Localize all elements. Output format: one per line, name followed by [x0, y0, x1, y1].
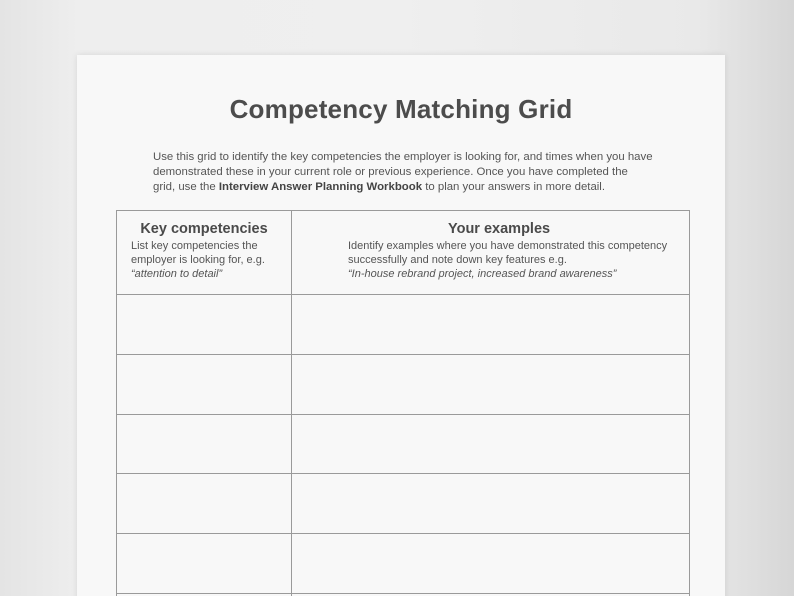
intro-text-end: to plan your answers in more detail.: [422, 181, 606, 193]
example-cell-3[interactable]: [292, 415, 689, 473]
column-heading-examples: Your examples: [448, 221, 551, 237]
example-cell-2[interactable]: [292, 355, 689, 413]
competency-cell-1[interactable]: [117, 295, 291, 353]
column-heading-competencies: Key competencies: [140, 221, 268, 237]
column-description-competencies: List key competencies the employer is looking for, e.g.: [131, 240, 265, 266]
header-your-examples: [348, 221, 668, 281]
example-cell-1[interactable]: [292, 295, 689, 353]
competency-cell-2[interactable]: [117, 355, 291, 413]
example-cell-5[interactable]: [292, 534, 689, 592]
column-example-examples: “In-house rebrand project, increased brand awareness”: [348, 268, 617, 280]
page-title: Competency Matching Grid: [229, 94, 573, 124]
intro-text-start: Use this grid to identify the key competencies the employer is looking for, and times when you have demonstrated these in your current role or previous experience. Once you have completed the grid, use the: [153, 151, 653, 193]
example-cell-4[interactable]: [292, 474, 689, 532]
column-example-competencies: “attention to detail”: [131, 268, 223, 280]
intro-paragraph: [153, 150, 653, 195]
column-description-examples: Identify examples where you have demonstrated this competency successfully and note down key features e.g.: [348, 240, 668, 266]
competency-cell-3[interactable]: [117, 415, 291, 473]
competency-cell-4[interactable]: [117, 474, 291, 532]
competency-cell-5[interactable]: [117, 534, 291, 592]
row-divider-5: [117, 593, 689, 594]
document-page: [77, 55, 725, 596]
header-key-competencies: [131, 221, 281, 281]
competency-grid: [116, 210, 690, 596]
workbook-reference: Interview Answer Planning Workbook: [218, 181, 423, 193]
